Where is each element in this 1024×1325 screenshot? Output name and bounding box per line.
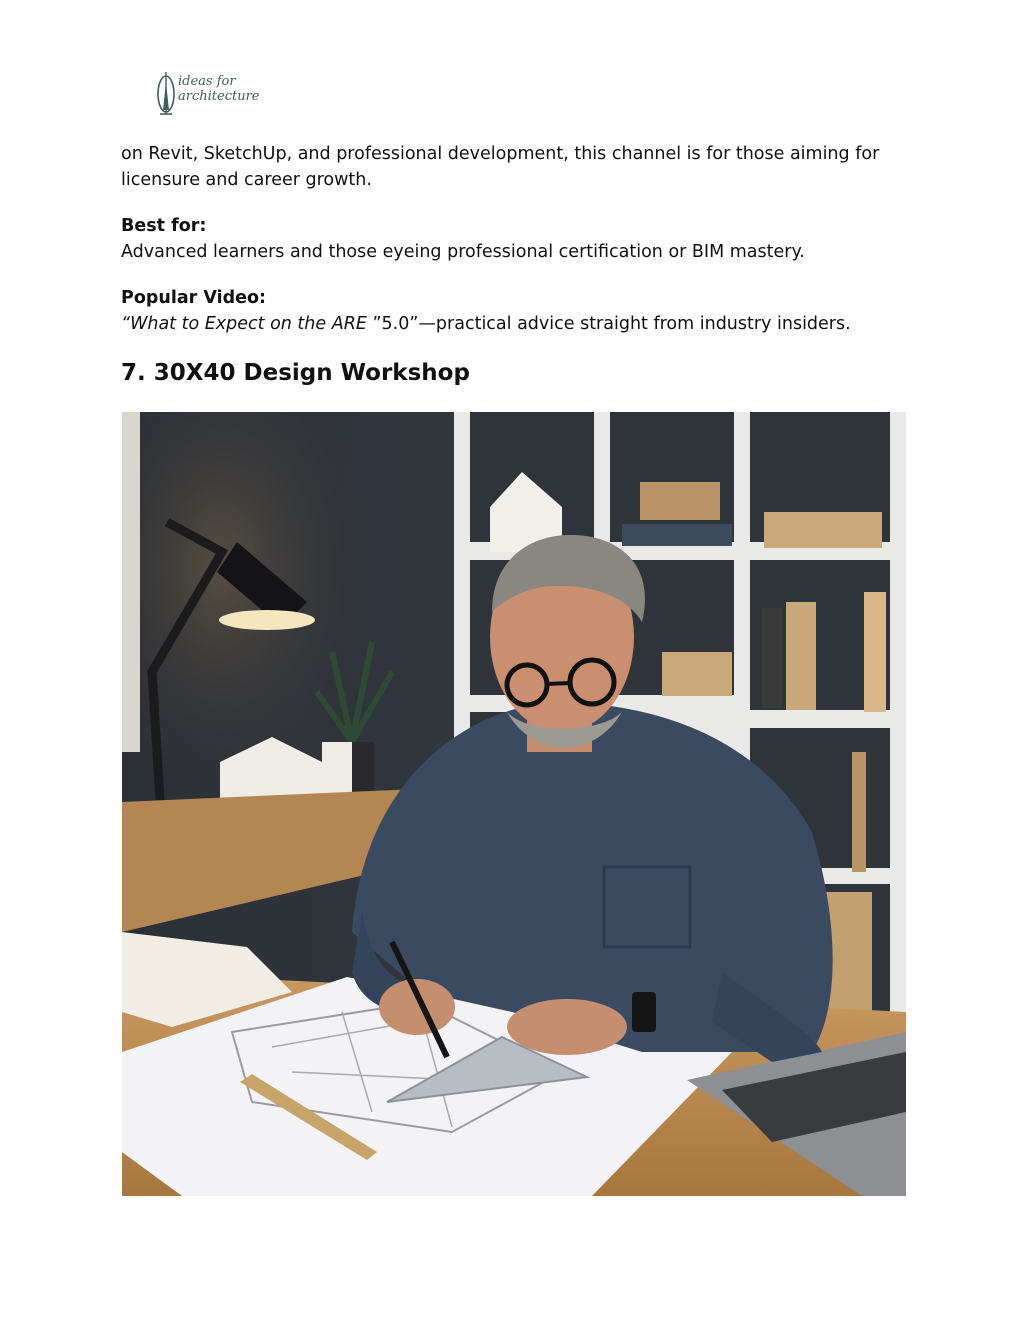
logo xyxy=(156,70,260,120)
popular-video-title: “What to Expect on the ARE xyxy=(121,314,373,334)
best-for-text: Advanced learners and those eyeing professional certification or BIM mastery. xyxy=(121,242,805,262)
logo-line-2: architecture xyxy=(178,89,260,104)
best-for-label: Best for: xyxy=(121,216,207,236)
tower-logo-icon xyxy=(156,70,176,118)
architect-drafting-photo xyxy=(122,412,906,1196)
popular-video-label: Popular Video: xyxy=(121,288,267,308)
article-body xyxy=(121,141,911,337)
popular-video-text xyxy=(121,311,911,337)
intro-paragraph: on Revit, SketchUp, and professional development, this channel is for those aiming for licensure and career growth. xyxy=(121,144,880,190)
section-heading: 7. 30X40 Design Workshop xyxy=(121,360,470,386)
popular-video-description: ”5.0”—practical advice straight from industry insiders. xyxy=(372,314,851,334)
logo-line-1: ideas for xyxy=(178,74,236,89)
